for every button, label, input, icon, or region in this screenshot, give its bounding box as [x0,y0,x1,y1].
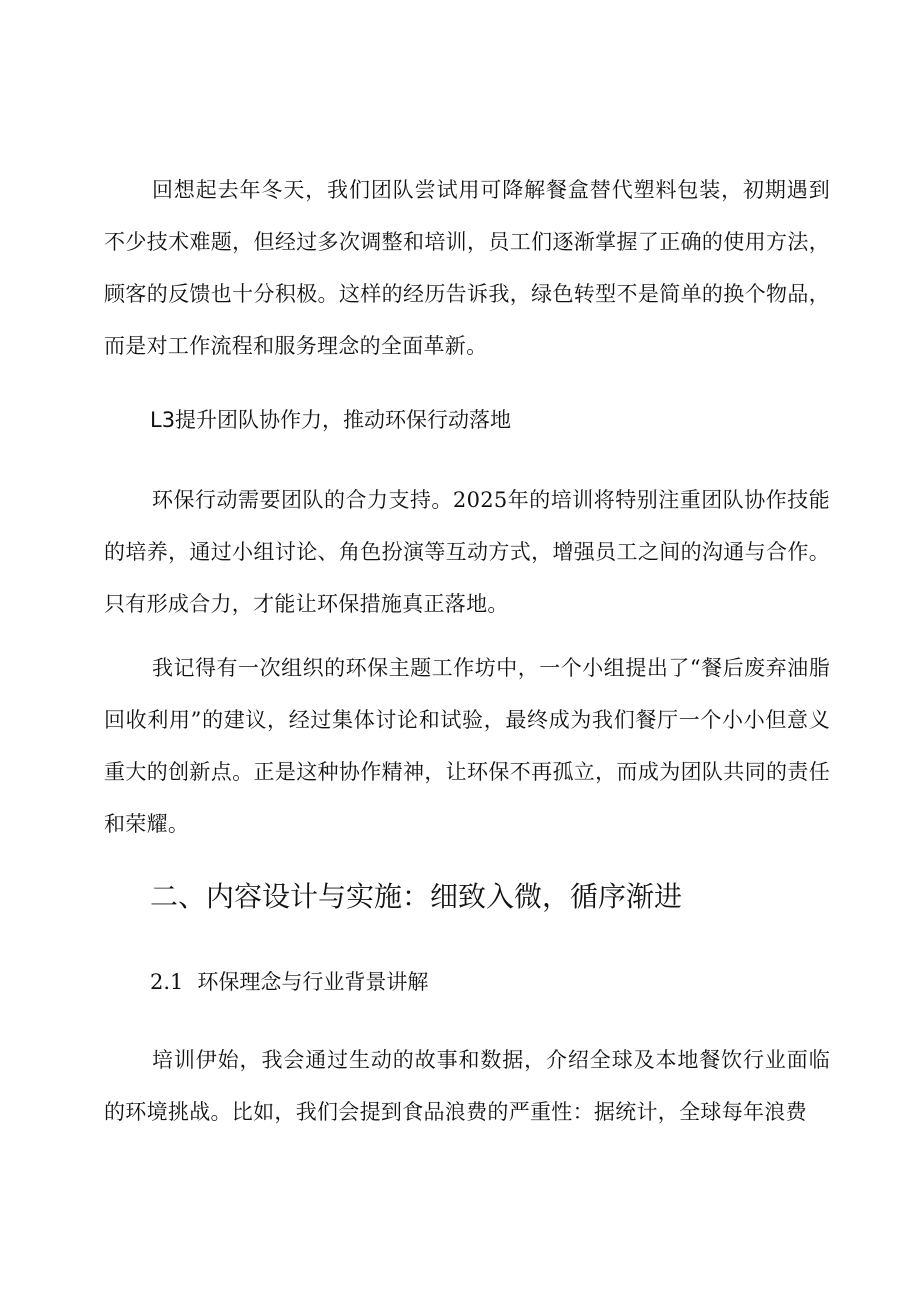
paragraph-team-synergy: 环保行动需要团队的合力支持。2025年的培训将特别注重团队协作技能的培养，通过小组讨论、角色扮演等互动方式，增强员工之间的沟通与合作。只有形成合力，才能让环保措施真正落地。 [104,488,830,616]
paragraph-training-intro: 培训伊始，我会通过生动的故事和数据，介绍全球及本地餐饮行业面临的环境挑战。比如，我们会提到食品浪费的严重性：据统计，全球每年浪费 [104,1048,830,1124]
section-heading-2-1 [150,967,428,997]
paragraph-workshop-story: 我记得有一次组织的环保主题工作坊中，一个小组提出了“餐后废弃油脂回收利用”的建议，经过集体讨论和试验，最终成为我们餐厅一个小小但意义重大的创新点。正是这种协作精神，让环保不再孤立，而成为团队共同的责任和荣耀。 [104,656,830,836]
section-number: 2.1 [150,970,184,994]
section-heading-1-3: L3提升团队协作力，推动环保行动落地 [150,408,512,432]
chapter-heading-2: 二、内容设计与实施：细致入微，循序渐进 [150,880,683,913]
section-title: 环保理念与行业背景讲解 [197,970,429,994]
paragraph-winter-trial: 回想起去年冬天，我们团队尝试用可降解餐盒替代塑料包装，初期遇到不少技术难题，但经过多次调整和培训，员工们逐渐掌握了正确的使用方法，顾客的反馈也十分积极。这样的经历告诉我，绿色转型不是简单的换个物品，而是对工作流程和服务理念的全面革新。 [104,178,830,358]
